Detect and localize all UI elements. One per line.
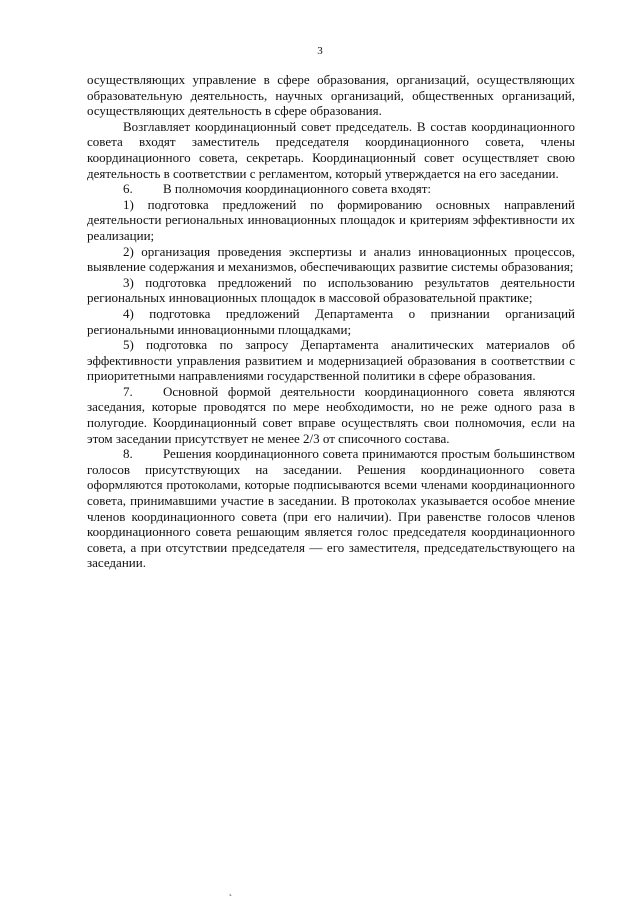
section-7	[87, 384, 575, 446]
document-body	[87, 72, 575, 571]
page-number: 3	[317, 45, 323, 57]
paragraph-chair: Возглавляет координационный совет председатель. В состав координационного совета входят заместитель председателя координационного совета, члены координационного совета, секретарь. Координационный совет осуществляет свою деятельность в соответствии с регламентом, который утверждается на его заседании.	[87, 118, 575, 181]
section-6	[87, 181, 575, 197]
section-number: 7.	[123, 383, 133, 399]
list-item: 5) подготовка по запросу Департамента аналитических материалов об эффективности управления развитием и модернизацией образования в соответствии с приоритетными направлениями государственной политики в сфере образования.	[87, 337, 575, 384]
list-item: 2) организация проведения экспертизы и анализ инновационных процессов, выявление содержания и механизмов, обеспечивающих развитие системы образования;	[87, 243, 575, 275]
list-item: 4) подготовка предложений Департамента о признании организаций региональными инновационными площадками;	[87, 305, 575, 337]
section-text: Основной формой деятельности координационного совета являются заседания, которые проводятся по мере необходимости, но не реже одного раза в полугодие. Координационный совет вправе осуществлять свои полномочия, если на этом заседании присутствует не менее 2/3 от списочного состава.	[87, 383, 575, 446]
section-text: В полномочия координационного совета входят:	[163, 181, 432, 197]
section-number: 8.	[123, 446, 133, 462]
scan-mark: ˛	[229, 886, 233, 897]
section-8	[87, 446, 575, 571]
list-item: 3) подготовка предложений по использованию результатов деятельности региональных инновационных площадок в массовой образовательной практике;	[87, 274, 575, 306]
section-text: Решения координационного совета принимаются простым большинством голосов присутствующих на заседании. Решения координационного совета оформляются протоколами, которые подписываются всеми членами координационного совета, принимавшими участие в заседании. В протоколах указывается особое мнение членов координационного совета (при его наличии). При равенстве голосов членов координационного совета решающим является голос председателя координационного совета, а при отсутствии председателя — его заместителя, председательствующего на заседании.	[87, 446, 575, 571]
paragraph-continuation: осуществляющих управление в сфере образования, организаций, осуществляющих образовательную деятельность, научных организаций, общественных организаций, осуществляющих деятельность в сфере образования.	[87, 72, 575, 119]
section-number: 6.	[123, 181, 133, 197]
list-item: 1) подготовка предложений по формированию основных направлений деятельности региональных инновационных площадок и критериям эффективности их реализации;	[87, 196, 575, 243]
